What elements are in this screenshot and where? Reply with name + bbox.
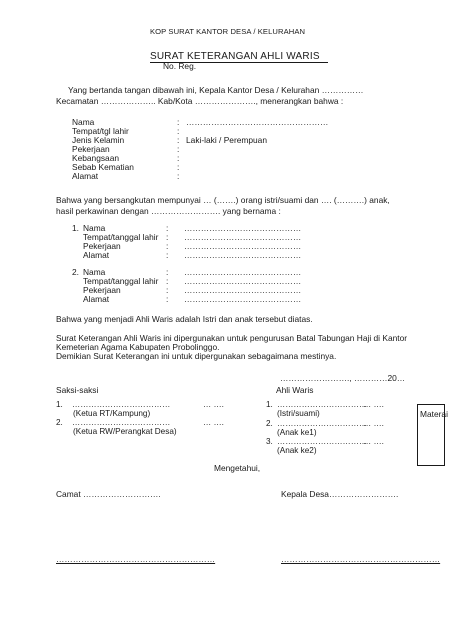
witness-signature-dots: ………………………………: [72, 418, 171, 427]
witness-signature-extra: … ….: [203, 418, 224, 427]
field-label-nama: Nama: [72, 117, 95, 127]
heir-signature-dots: ……………………………: [277, 419, 368, 428]
field-colon: :: [177, 153, 180, 163]
witness-caption: (Ketua RT/Kampung): [73, 409, 151, 418]
heir-dots: ……………………………………: [184, 223, 302, 233]
field-colon: :: [177, 162, 180, 172]
children-intro-line-2: hasil perkawinan dengan ……………………. yang bernama :: [56, 206, 281, 216]
heir-signature-extra: … ….: [363, 437, 384, 446]
intro-line-1: Yang bertanda tangan dibawah ini, Kepala Kantor Desa / Kelurahan ……………: [68, 85, 364, 95]
field-colon: :: [177, 171, 180, 181]
witness-signature-dots: ………………………………: [72, 400, 171, 409]
heir-colon: :: [166, 232, 169, 242]
field-label-alamat: Alamat: [72, 171, 99, 181]
heir-label-nama: Nama: [83, 267, 106, 277]
heir-colon: :: [166, 294, 169, 304]
purpose-line-1: Surat Keterangan Ahli Waris ini dipergunakan untuk pengurusan Batal Tabungan Haji di Kantor: [56, 333, 408, 343]
intro-line-2: Kecamatan ……………….. Kab/Kota …………………., menerangkan bahwa :: [56, 96, 344, 106]
field-label-jenis-kelamin: Jenis Kelamin: [72, 135, 125, 145]
field-colon: :: [177, 135, 180, 145]
heir-dots: ……………………………………: [184, 250, 302, 260]
field-colon: :: [177, 144, 180, 154]
heir-sign-number: 1.: [266, 400, 273, 409]
heir-number: 2.: [72, 267, 79, 277]
purpose-line-3: Demikian Surat Keterangan ini untuk dipergunakan sebagaimana mestinya.: [56, 351, 337, 361]
heir-label-alamat: Alamat: [83, 294, 110, 304]
kepala-desa-name-line: …………………………………………………: [281, 554, 441, 564]
heir-sign-number: 2.: [266, 419, 273, 428]
field-label-pekerjaan: Pekerjaan: [72, 144, 110, 154]
heir-dots: ……………………………………: [184, 294, 302, 304]
heir-sign-caption: (Istri/suami): [277, 409, 320, 418]
witness-caption: (Ketua RW/Perangkat Desa): [73, 427, 177, 436]
heir-colon: :: [166, 241, 169, 251]
field-colon: :: [177, 117, 180, 127]
heir-signature-extra: … ….: [363, 400, 384, 409]
witness-signature-extra: … ….: [203, 400, 224, 409]
camat-signature: Camat ……………………….: [56, 489, 161, 499]
materai-label: Materai: [420, 409, 448, 419]
letterhead: KOP SURAT KANTOR DESA / KELURAHAN: [150, 27, 306, 36]
heir-label-pekerjaan: Pekerjaan: [83, 285, 121, 295]
heir-number: 1.: [72, 223, 79, 233]
field-label-kebangsaan: Kebangsaan: [72, 153, 120, 163]
heir-colon: :: [166, 250, 169, 260]
heir-label-tempat-lahir: Tempat/tanggal lahir: [83, 232, 159, 242]
witnesses-title: Saksi-saksi: [56, 385, 99, 395]
kepala-desa-signature: Kepala Desa…………………….: [281, 489, 399, 499]
heir-dots: ……………………………………: [184, 285, 302, 295]
place-date-line: ……………………., …………20…: [280, 373, 406, 383]
heir-statement: Bahwa yang menjadi Ahli Waris adalah Istri dan anak tersebut diatas.: [56, 314, 313, 324]
field-value-jenis-kelamin: Laki-laki / Perempuan: [186, 135, 267, 145]
heir-dots: ……………………………………: [184, 241, 302, 251]
registration-number: No. Reg.: [163, 61, 197, 71]
witness-number: 2.: [56, 418, 63, 427]
field-value-nama: ……………………………………………: [186, 117, 329, 127]
field-colon: :: [177, 126, 180, 136]
heir-label-nama: Nama: [83, 223, 106, 233]
purpose-line-2: Kemeterian Agama Kabupaten Probolinggo.: [56, 342, 220, 352]
materai-stamp-box: [417, 404, 448, 466]
heir-sign-number: 3.: [266, 437, 273, 446]
heir-colon: :: [166, 276, 169, 286]
heir-dots: ……………………………………: [184, 267, 302, 277]
heir-colon: :: [166, 267, 169, 277]
heir-dots: ……………………………………: [184, 232, 302, 242]
camat-name-line: …………………………………………………: [56, 554, 216, 564]
heir-label-alamat: Alamat: [83, 250, 110, 260]
heir-colon: :: [166, 223, 169, 233]
witness-number: 1.: [56, 400, 63, 409]
field-label-tempat-tgl-lahir: Tempat/tgl lahir: [72, 126, 129, 136]
children-intro-line-1: Bahwa yang bersangkutan mempunyai … (…….) orang istri/suami dan …. (……….) anak,: [56, 195, 390, 205]
heir-dots: ……………………………………: [184, 276, 302, 286]
heir-signature-dots: ……………………………: [277, 400, 368, 409]
field-label-sebab-kematian: Sebab Kematian: [72, 162, 134, 172]
heir-colon: :: [166, 285, 169, 295]
document-title: SURAT KETERANGAN AHLI WARIS: [150, 51, 320, 62]
heir-signature-dots: ……………………………: [277, 437, 368, 446]
heir-sign-caption: (Anak ke1): [277, 428, 317, 437]
heir-sign-caption: (Anak ke2): [277, 446, 317, 455]
heir-label-tempat-lahir: Tempat/tanggal lahir: [83, 276, 159, 286]
heir-label-pekerjaan: Pekerjaan: [83, 241, 121, 251]
heir-signature-extra: … ….: [363, 419, 384, 428]
heirs-sign-title: Ahli Waris: [276, 385, 314, 395]
acknowledge-label: Mengetahui,: [214, 463, 261, 473]
